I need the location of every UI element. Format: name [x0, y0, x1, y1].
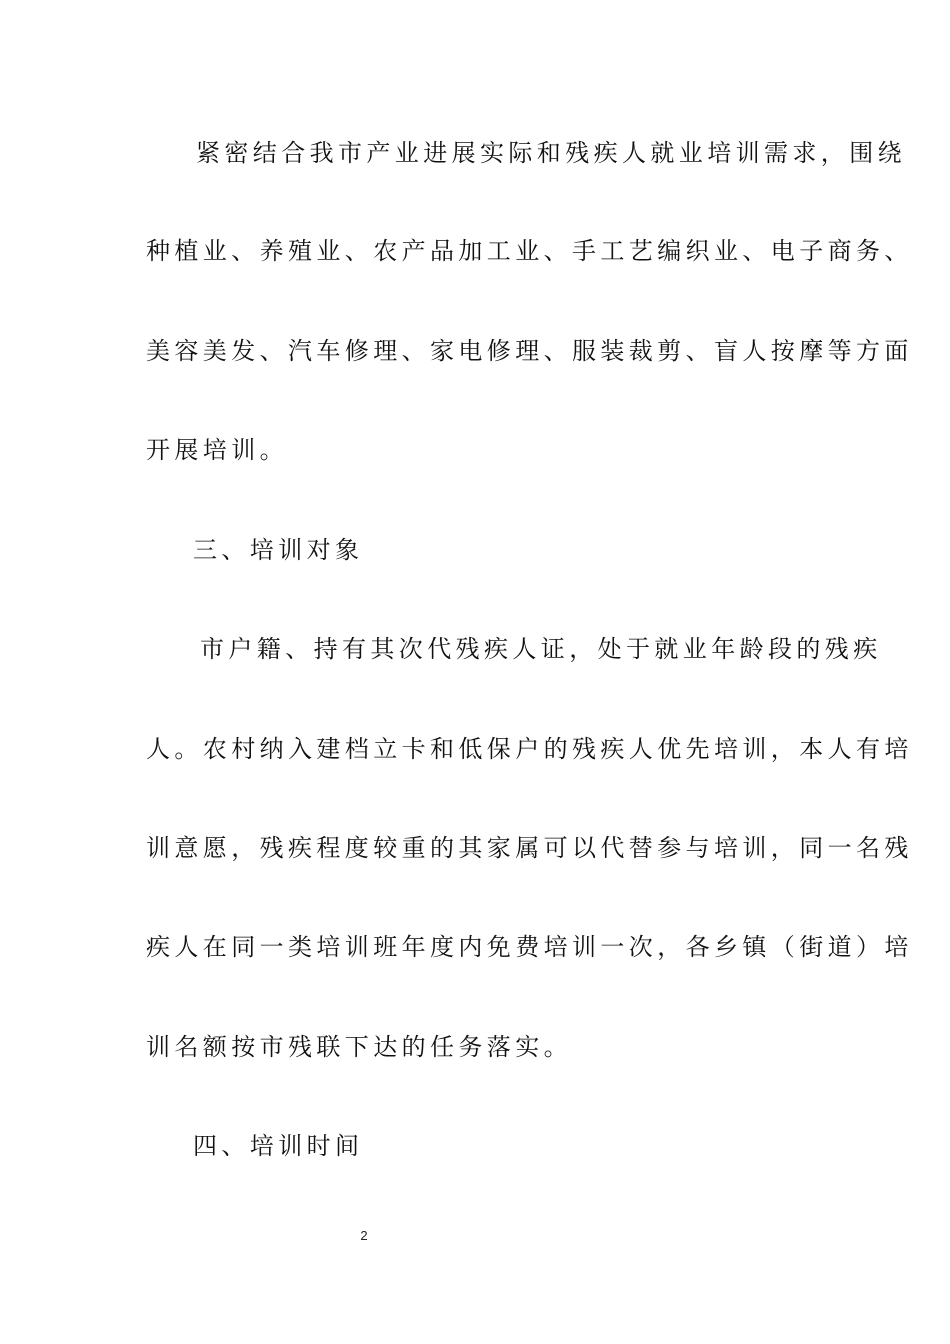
paragraph-line: 开展培训。 — [146, 436, 288, 464]
section-heading-training-time: 四、培训时间 — [193, 1132, 364, 1160]
section-heading-training-targets: 三、培训对象 — [193, 536, 364, 564]
paragraph-line: 美容美发、汽车修理、家电修理、服装裁剪、盲人按摩等方面 — [146, 337, 913, 365]
paragraph-line: 训名额按市残联下达的任务落实。 — [146, 1033, 572, 1061]
paragraph-line: 种植业、养殖业、农产品加工业、手工艺编织业、电子商务、 — [146, 237, 913, 265]
paragraph-line: 市户籍、持有其次代残疾人证，处于就业年龄段的残疾 — [200, 635, 882, 663]
page-number: 2 — [360, 1228, 368, 1243]
paragraph-line: 人。农村纳入建档立卡和低保户的残疾人优先培训，本人有培 — [146, 735, 913, 763]
paragraph-line: 训意愿，残疾程度较重的其家属可以代替参与培训，同一名残 — [146, 834, 913, 862]
paragraph-line: 紧密结合我市产业进展实际和残疾人就业培训需求，围绕 — [196, 139, 906, 167]
paragraph-line: 疾人在同一类培训班年度内免费培训一次，各乡镇（街道）培 — [146, 933, 913, 961]
